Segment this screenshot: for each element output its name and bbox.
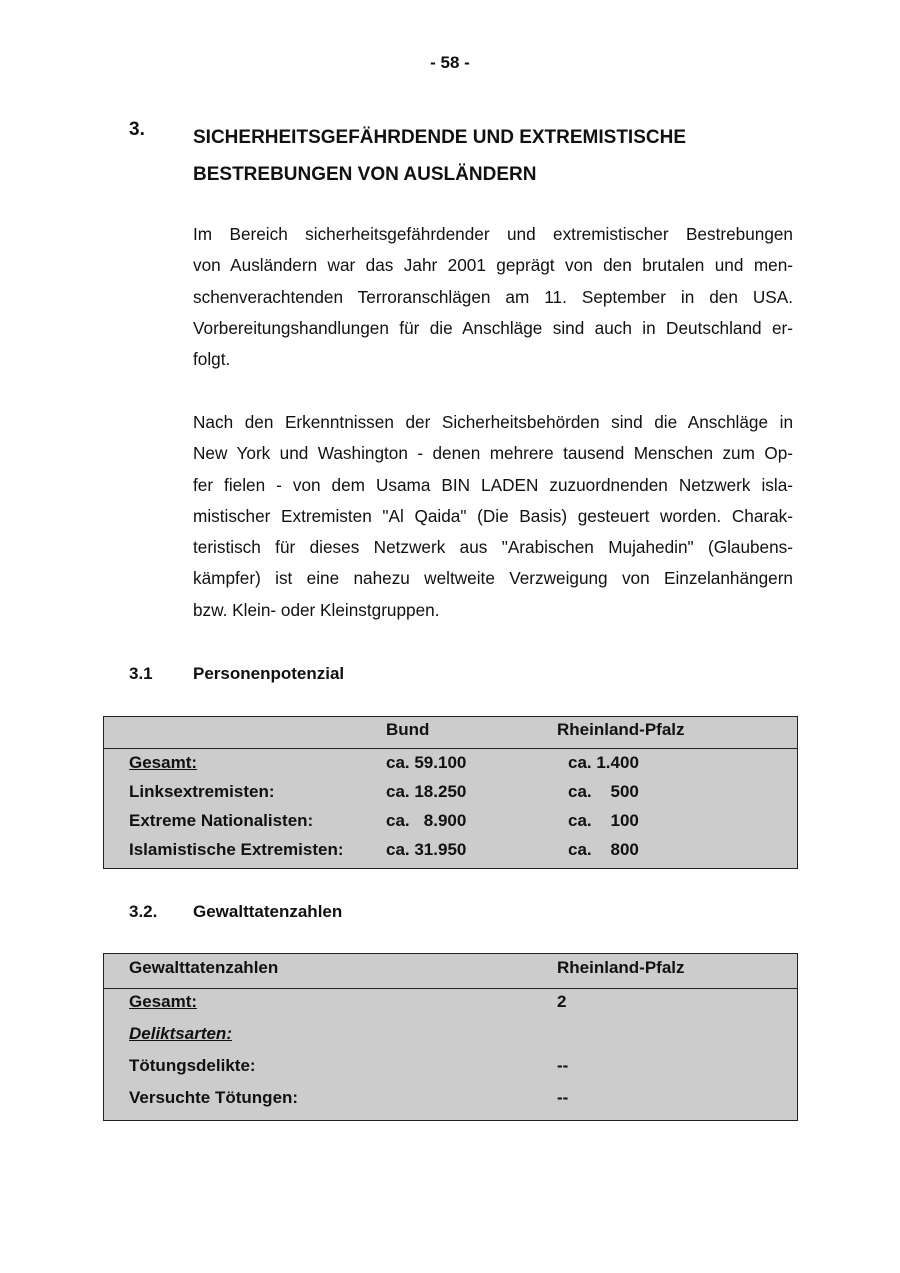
paragraph-line: teristisch für dieses Netzwerk aus "Arabischen Mujahedin" (Glaubens- <box>193 537 793 558</box>
section-title-line-1: SICHERHEITSGEFÄHRDENDE UND EXTREMISTISCHE <box>193 127 686 148</box>
paragraph-line: New York und Washington - denen mehrere tausend Menschen zum Op- <box>193 443 793 464</box>
subsection-number-3-2: 3.2. <box>129 902 158 921</box>
paragraph-line: mistischer Extremisten "Al Qaida" (Die Basis) gesteuert worden. Charak- <box>193 505 793 526</box>
row-value: 2 <box>557 992 567 1011</box>
header-rheinland-pfalz: Rheinland-Pfalz <box>557 958 685 977</box>
table-row <box>104 1021 797 1053</box>
row-label: Gesamt: <box>129 753 198 772</box>
row-bund: ca. 31.950 <box>386 840 467 859</box>
header-rheinland-pfalz: Rheinland-Pfalz <box>557 720 685 739</box>
table-row <box>104 749 797 778</box>
paragraph-line: Nach den Erkenntnissen der Sicherheitsbehörden sind die Anschläge in <box>193 412 793 432</box>
row-rlp: ca. 1.400 <box>568 753 639 772</box>
row-bund: ca. 8.900 <box>386 811 467 830</box>
row-rlp: ca. 800 <box>568 840 639 859</box>
section-title-line-2: BESTREBUNGEN VON AUSLÄNDERN <box>193 164 537 185</box>
table-header <box>104 954 797 989</box>
table-header <box>104 717 797 749</box>
subsection-number-3-1: 3.1 <box>129 664 153 683</box>
subsection-title-personenpotenzial: Personenpotenzial <box>193 664 345 683</box>
row-rlp: ca. 500 <box>568 782 639 801</box>
paragraph-line: folgt. <box>193 349 231 370</box>
row-label: Islamistische Extremisten: <box>129 840 344 859</box>
table-row <box>104 836 797 865</box>
section-number: 3. <box>129 119 145 140</box>
row-label: Linksextremisten: <box>129 782 275 801</box>
paragraph-line: kämpfer) ist eine nahezu weltweite Verzweigung von Einzelanhängern <box>193 568 793 589</box>
row-label: Extreme Nationalisten: <box>129 811 314 830</box>
personenpotenzial-table <box>103 716 798 869</box>
row-value: -- <box>557 1088 569 1107</box>
paragraph-2 <box>193 407 793 626</box>
paragraph-line: bzw. Klein- oder Kleinstgruppen. <box>193 599 440 620</box>
row-label: Versuchte Tötungen: <box>129 1088 299 1107</box>
paragraph-line: schenverachtenden Terroranschlägen am 11. September in den USA. <box>193 286 793 307</box>
paragraph-line: fer fielen - von dem Usama BIN LADEN zuzuordnenden Netzwerk isla- <box>193 474 793 495</box>
table-row <box>104 1085 797 1117</box>
paragraph-line: Vorbereitungshandlungen für die Anschläge sind auch in Deutschland er- <box>193 317 793 338</box>
table-row <box>104 989 797 1021</box>
row-rlp: ca. 100 <box>568 811 639 830</box>
paragraph-1 <box>193 219 793 375</box>
subsection-title-gewalttatenzahlen: Gewalttatenzahlen <box>193 902 343 921</box>
table-row <box>104 778 797 807</box>
header-bund: Bund <box>386 720 430 739</box>
row-label: Deliktsarten: <box>129 1024 232 1043</box>
row-bund: ca. 59.100 <box>386 753 467 772</box>
row-bund: ca. 18.250 <box>386 782 467 801</box>
row-label: Tötungsdelikte: <box>129 1056 256 1075</box>
row-label: Gesamt: <box>129 992 198 1011</box>
row-value: -- <box>557 1056 569 1075</box>
paragraph-line: von Ausländern war das Jahr 2001 geprägt von den brutalen und men- <box>193 255 793 276</box>
header-gewalttatenzahlen: Gewalttatenzahlen <box>129 958 279 977</box>
gewalttatenzahlen-table <box>103 953 798 1121</box>
table-row <box>104 1053 797 1085</box>
paragraph-line: Im Bereich sicherheitsgefährdender und extremistischer Bestrebungen <box>193 224 793 244</box>
table-row <box>104 807 797 836</box>
page-number: - 58 - <box>430 53 470 72</box>
section-title <box>193 119 803 193</box>
